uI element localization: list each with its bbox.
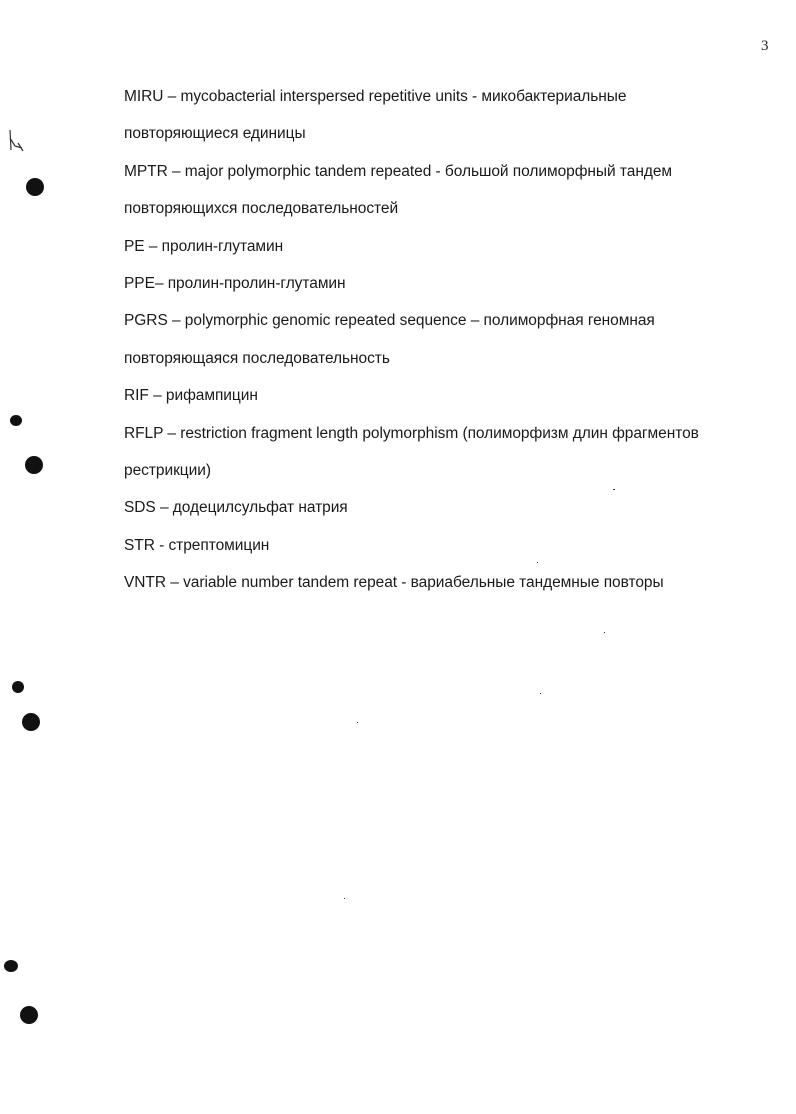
abbreviation-line: повторяющиеся единицы xyxy=(124,125,306,143)
abbreviation-line: повторяющихся последовательностей xyxy=(124,200,399,218)
dust-speck xyxy=(604,632,605,633)
page-number: 3 xyxy=(761,38,769,54)
scan-mark xyxy=(6,128,28,157)
punch-hole xyxy=(25,456,43,474)
abbreviation-line: RIF – рифампицин xyxy=(124,387,258,405)
abbreviation-list xyxy=(124,84,764,607)
abbreviation-line: MPTR – major polymorphic tandem repeated - большой полиморфный тандем xyxy=(124,162,673,180)
abbreviation-line: PPE– пролин-пролин-глутамин xyxy=(124,274,346,292)
scan-speck xyxy=(12,681,24,693)
punch-hole xyxy=(26,178,44,196)
abbreviation-line: рестрикции) xyxy=(124,461,211,479)
dust-speck xyxy=(537,562,538,563)
dust-speck xyxy=(613,489,615,490)
scan-speck xyxy=(10,415,22,426)
abbreviation-line: PGRS – polymorphic genomic repeated sequence – полиморфная геномная xyxy=(124,312,655,330)
scan-speck xyxy=(4,960,18,972)
abbreviation-line: повторяющаяся последовательность xyxy=(124,349,390,367)
abbreviation-line: PE – пролин-глутамин xyxy=(124,237,284,255)
punch-hole xyxy=(22,713,40,731)
abbreviation-line: MIRU – mycobacterial interspersed repetitive units - микобактериальные xyxy=(124,88,627,105)
abbreviation-line: VNTR – variable number tandem repeat - вариабельные тандемные повторы xyxy=(124,574,664,592)
abbreviation-line: RFLP – restriction fragment length polymorphism (полиморфизм длин фрагментов xyxy=(124,424,699,442)
punch-hole xyxy=(20,1006,38,1024)
scan-speck-icon xyxy=(6,128,28,154)
dust-speck xyxy=(357,722,358,723)
abbreviation-line: SDS – додецилсульфат натрия xyxy=(124,499,348,517)
dust-speck xyxy=(540,693,541,694)
abbreviation-line: STR - стрептомицин xyxy=(124,536,270,554)
dust-speck xyxy=(344,898,345,899)
